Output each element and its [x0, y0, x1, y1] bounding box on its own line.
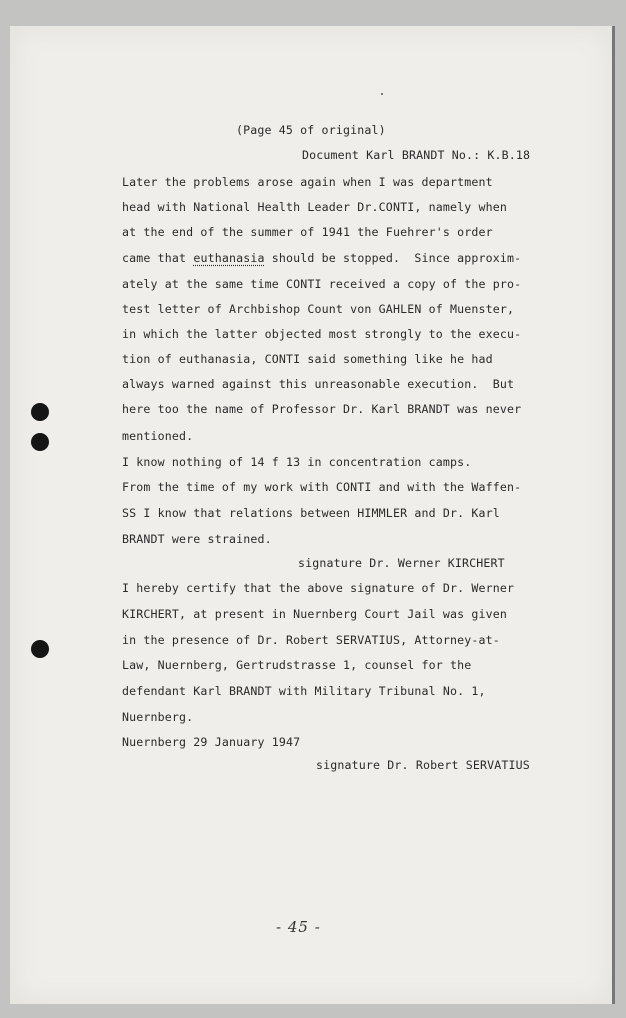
- certification-line: Nuernberg.: [122, 710, 194, 724]
- document-reference: Document Karl BRANDT No.: K.B.18: [302, 148, 531, 162]
- body-line: tion of euthanasia, CONTI said something like he had: [122, 352, 493, 366]
- body-line: BRANDT were strained.: [122, 532, 272, 546]
- place-date: Nuernberg 29 January 1947: [122, 735, 301, 749]
- body-line: Later the problems arose again when I was department: [122, 175, 493, 189]
- body-line: always warned against this unreasonable execution. But: [122, 377, 515, 391]
- body-line: From the time of my work with CONTI and with the Waffen-: [122, 480, 522, 494]
- signature-servatius: signature Dr. Robert SERVATIUS: [316, 758, 530, 772]
- punch-hole: [31, 433, 49, 451]
- signature-kirchert: signature Dr. Werner KIRCHERT: [298, 556, 505, 570]
- certification-line: I hereby certify that the above signature of Dr. Werner: [122, 581, 515, 595]
- body-text: came that: [122, 251, 194, 265]
- body-line: here too the name of Professor Dr. Karl BRANDT was never: [122, 402, 522, 416]
- page-edge: [612, 26, 615, 1004]
- body-line: in which the latter objected most strongly to the execu-: [122, 327, 522, 341]
- body-line: SS I know that relations between HIMMLER and Dr. Karl: [122, 506, 500, 520]
- body-line: test letter of Archbishop Count von GAHLEN of Muenster,: [122, 302, 515, 316]
- body-text: should be stopped. Since approxim-: [264, 251, 522, 265]
- certification-line: KIRCHERT, at present in Nuernberg Court Jail was given: [122, 607, 508, 621]
- speck: [381, 93, 383, 95]
- body-line: head with National Health Leader Dr.CONTI, namely when: [122, 200, 508, 214]
- body-line: at the end of the summer of 1941 the Fuehrer's order: [122, 225, 493, 239]
- body-line: mentioned.: [122, 429, 194, 443]
- certification-line: Law, Nuernberg, Gertrudstrasse 1, counsel for the: [122, 658, 472, 672]
- punch-hole: [31, 640, 49, 658]
- body-line: [122, 251, 521, 265]
- certification-line: defendant Karl BRANDT with Military Tribunal No. 1,: [122, 684, 486, 698]
- body-line: ately at the same time CONTI received a copy of the pro-: [122, 277, 522, 291]
- punch-hole: [31, 403, 49, 421]
- page-reference: (Page 45 of original): [236, 123, 386, 137]
- body-line: I know nothing of 14 f 13 in concentration camps.: [122, 455, 472, 469]
- underlined-word: euthanasia: [193, 251, 265, 265]
- page-number: - 45 -: [276, 918, 321, 936]
- certification-line: in the presence of Dr. Robert SERVATIUS, Attorney-at-: [122, 633, 500, 647]
